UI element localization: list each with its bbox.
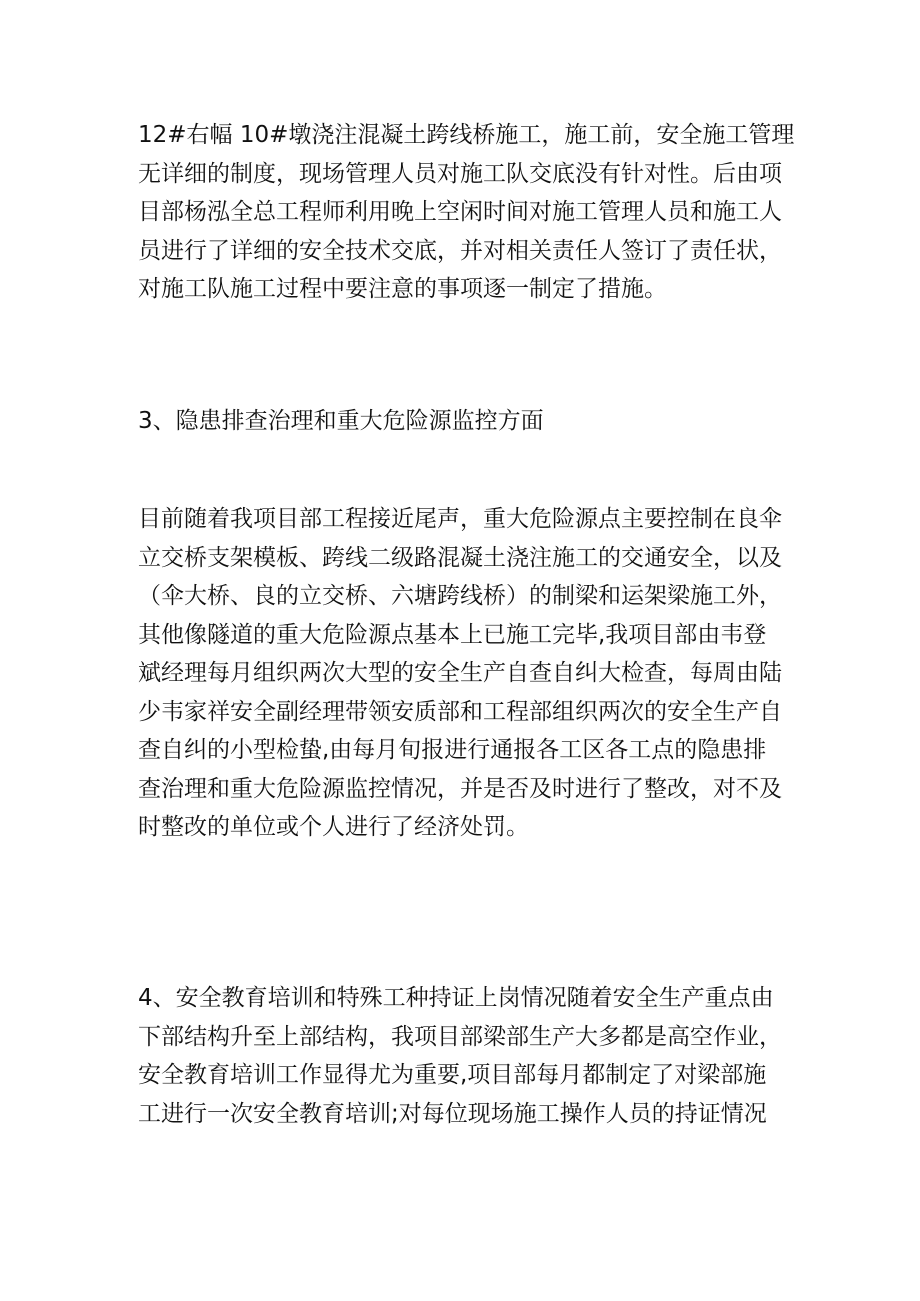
text-line: 对施工队施工过程中要注意的事项逐一制定了措施。 [138,276,667,302]
text-line: 查自纠的小型检蛰,由每月旬报进行通报各工区各工点的隐患排 [138,737,767,763]
text-line: 少韦家祥安全副经理带领安质部和工程部组织两次的安全生产自 [138,698,782,725]
text-line: 其他像隧道的重大危险源点基本上已施工完毕,我项目部由韦登 [138,621,767,648]
text-line: 下部结构升至上部结构，我项目部梁部生产大多都是高空作业， [138,1023,782,1050]
paragraph-project-briefing [138,116,798,309]
text-line: 工进行一次安全教育培训;对每位现场施工操作人员的持证情况 [138,1100,767,1127]
paragraph-safety-training [138,979,798,1133]
text-line: 目前随着我项目部工程接近尾声，重大危险源点主要控制在良伞 [138,506,782,532]
text-line: 安全教育培训工作显得尤为重要,项目部每月都制定了对梁部施 [138,1062,767,1088]
text-line: 员进行了详细的安全技术交底，并对相关责任人签订了责任状， [138,237,782,264]
text-line: 斌经理每月组织两次大型的安全生产自查自纠大检查，每周由陆 [138,660,782,686]
text-line: 时整改的单位或个人进行了经济处罚。 [138,814,529,840]
section-heading-3: 3、隐患排查治理和重大危险源监控方面 [138,408,544,434]
text-line: 无详细的制度，现场管理人员对施工队交底没有针对性。后由项 [138,160,782,187]
text-line: 4、安全教育培训和特殊工种持证上岗情况随着安全生产重点由 [138,985,774,1011]
text-line: 立交桥支架模板、跨线二级路混凝土浇注施工的交通安全，以及 [138,544,782,571]
text-line: 查治理和重大危险源监控情况，并是否及时进行了整改，对不及 [138,775,782,802]
text-line: （伞大桥、良的立交桥、六塘跨线桥）的制梁和运架梁施工外， [138,583,782,609]
paragraph-hazard-inspection [138,500,798,847]
text-line: 目部杨泓全总工程师利用晚上空闲时间对施工管理人员和施工人 [138,199,782,225]
text-line: 12#右幅 10#墩浇注混凝土跨线桥施工，施工前，安全施工管理 [138,122,795,148]
